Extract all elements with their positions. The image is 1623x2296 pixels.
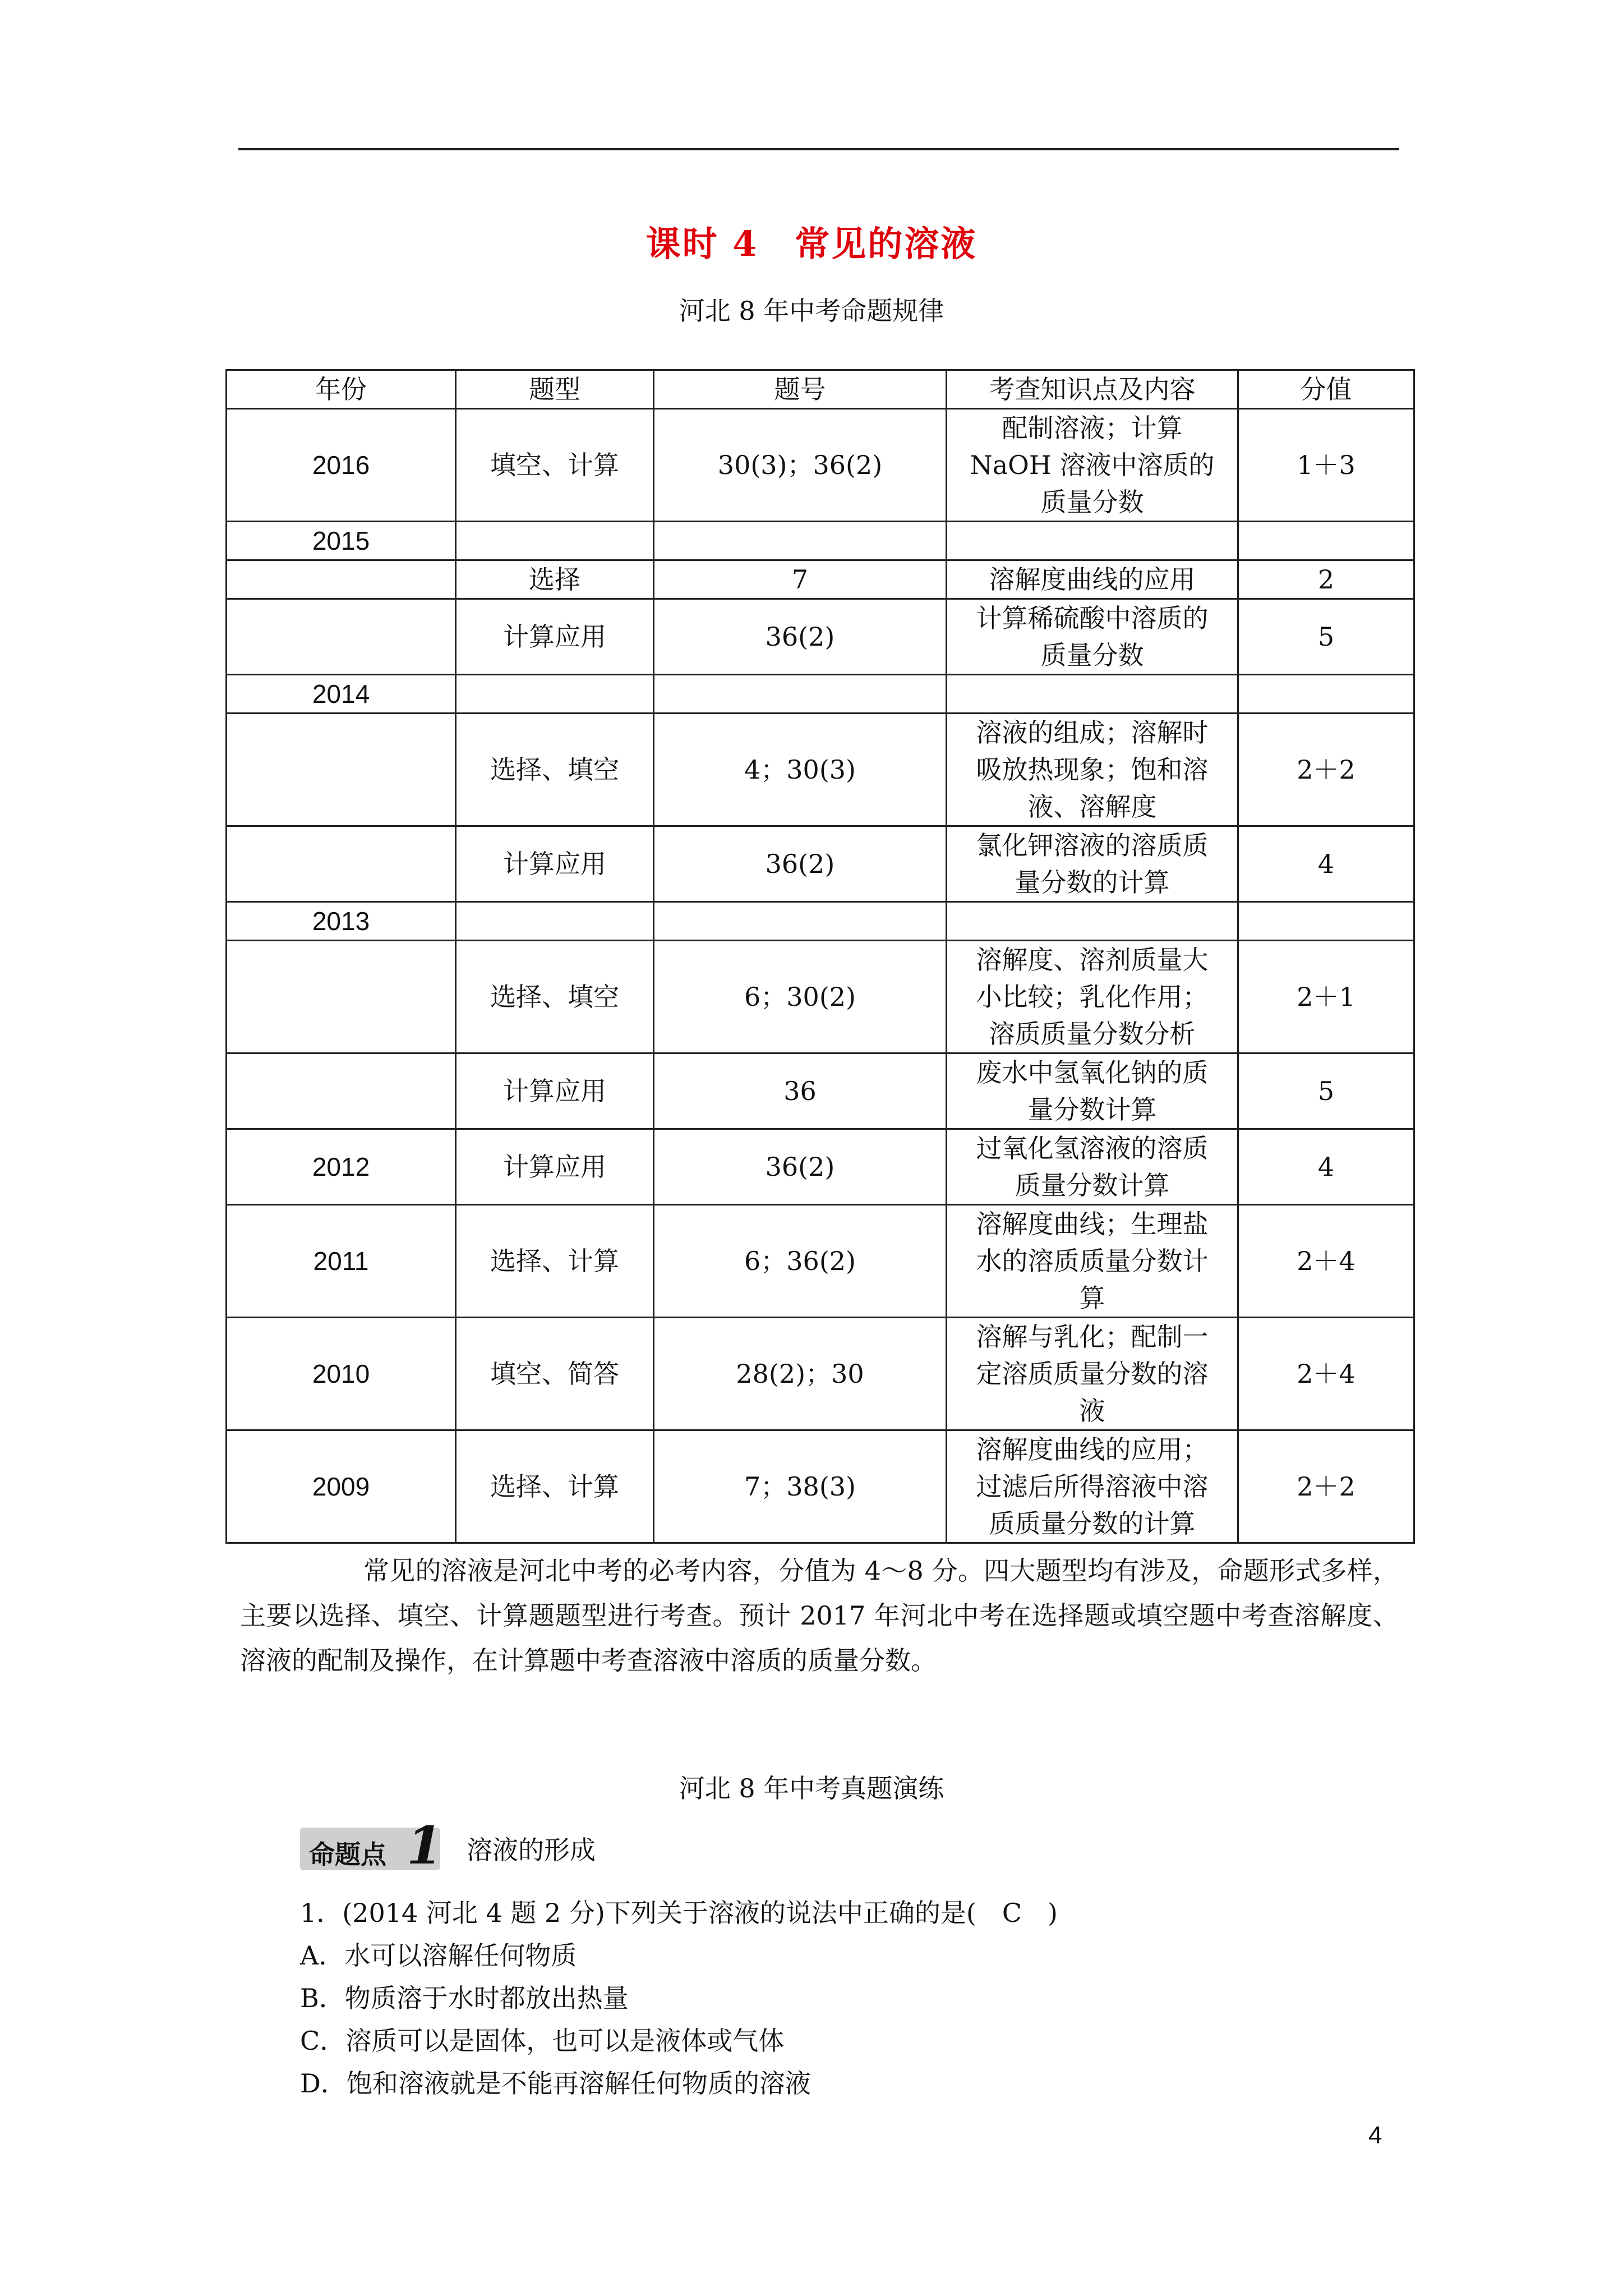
badge-label: 命题点: [309, 1839, 386, 1870]
cell-content: 溶解度曲线；生理盐 水的溶质质量分数计 算: [947, 1205, 1238, 1318]
cell-content: 溶液的组成；溶解时 吸放热现象；饱和溶 液、溶解度: [947, 714, 1238, 826]
cell-content: 废水中氢氧化钠的质 量分数计算: [947, 1053, 1238, 1129]
cell-number: [654, 675, 947, 714]
table-row: [227, 714, 1414, 826]
table-header-row: [227, 370, 1414, 409]
cell-content: 氯化钾溶液的溶质质 量分数的计算: [947, 826, 1238, 902]
header-rule: [238, 148, 1399, 150]
cell-type: 选择、计算: [456, 1205, 654, 1318]
cell-score: 2＋4: [1238, 1318, 1414, 1430]
cell-number: 30(3)；36(2): [654, 409, 947, 522]
cell-number: 28(2)；30: [654, 1318, 947, 1430]
cell-score: 2: [1238, 560, 1414, 599]
cell-year: [227, 560, 456, 599]
page-number: 4: [1368, 2122, 1382, 2149]
cell-number: 36: [654, 1053, 947, 1129]
cell-content: [947, 522, 1238, 560]
cell-number: 6；30(2): [654, 941, 947, 1053]
topic-title: 溶液的形成: [467, 1835, 596, 1865]
table-row: [227, 599, 1414, 675]
cell-year: [227, 941, 456, 1053]
cell-score: 2＋2: [1238, 714, 1414, 826]
cell-score: [1238, 522, 1414, 560]
cell-type: 计算应用: [456, 1129, 654, 1205]
cell-number: 36(2): [654, 599, 947, 675]
cell-type: 计算应用: [456, 1053, 654, 1129]
cell-number: 6；36(2): [654, 1205, 947, 1318]
cell-number: [654, 902, 947, 941]
cell-type: 选择: [456, 560, 654, 599]
cell-content: 配制溶液；计算 NaOH 溶液中溶质的 质量分数: [947, 409, 1238, 522]
cell-score: 4: [1238, 826, 1414, 902]
cell-year: [227, 826, 456, 902]
option-d: D．饱和溶液就是不能再溶解任何物质的溶液: [300, 2068, 811, 2099]
table-row: [227, 1053, 1414, 1129]
badge-number: 1: [407, 1815, 443, 1876]
cell-type: 计算应用: [456, 826, 654, 902]
cell-content: 溶解度、溶剂质量大 小比较；乳化作用； 溶质质量分数分析: [947, 941, 1238, 1053]
cell-content: [947, 902, 1238, 941]
cell-type: 填空、计算: [456, 409, 654, 522]
cell-score: 2＋4: [1238, 1205, 1414, 1318]
table-row: [227, 1430, 1414, 1543]
option-c: C．溶质可以是固体，也可以是液体或气体: [300, 2026, 785, 2056]
cell-content: 溶解度曲线的应用； 过滤后所得溶液中溶 质质量分数的计算: [947, 1430, 1238, 1543]
table-subtitle: 河北 8 年中考命题规律: [679, 296, 944, 326]
cell-type: 计算应用: [456, 599, 654, 675]
table-row: [227, 522, 1414, 560]
table-row: [227, 1318, 1414, 1430]
table-row: [227, 826, 1414, 902]
cell-content: 计算稀硫酸中溶质的 质量分数: [947, 599, 1238, 675]
table-row: [227, 941, 1414, 1053]
cell-type: [456, 522, 654, 560]
cell-number: 36(2): [654, 1129, 947, 1205]
cell-year: 2009: [227, 1430, 456, 1543]
header-type: 题型: [456, 370, 654, 409]
cell-year: 2010: [227, 1318, 456, 1430]
section-title: 河北 8 年中考真题演练: [679, 1773, 944, 1803]
cell-year: 2016: [227, 409, 456, 522]
cell-year: 2012: [227, 1129, 456, 1205]
cell-content: 过氧化氢溶液的溶质 质量分数计算: [947, 1129, 1238, 1205]
table-row: [227, 675, 1414, 714]
cell-type: [456, 675, 654, 714]
cell-score: 5: [1238, 599, 1414, 675]
topic-badge: [300, 1815, 443, 1876]
table-row: [227, 1129, 1414, 1205]
cell-type: [456, 902, 654, 941]
header-score: 分值: [1238, 370, 1414, 409]
cell-number: [654, 522, 947, 560]
table-row: [227, 1205, 1414, 1318]
exam-rules-table: [225, 369, 1415, 1544]
analysis-paragraph: 常见的溶液是河北中考的必考内容，分值为 4～8 分。四大题型均有涉及，命题形式多样，主要以选择、填空、计算题题型进行考查。预计 2017 年河北中考在选择题或填空题中考查溶解度、溶液的配制及操作，在计算题中考查溶液中溶质的质量分数。: [240, 1556, 1399, 1676]
cell-score: 5: [1238, 1053, 1414, 1129]
cell-year: 2013: [227, 902, 456, 941]
cell-score: 2＋2: [1238, 1430, 1414, 1543]
question-stem: 1．(2014 河北 4 题 2 分)下列关于溶液的说法中正确的是( C ): [300, 1898, 1058, 1928]
question-1: [300, 1892, 1058, 2105]
cell-year: [227, 1053, 456, 1129]
page-title: 课时 4 常见的溶液: [645, 223, 978, 264]
cell-number: 7；38(3): [654, 1430, 947, 1543]
cell-score: 1＋3: [1238, 409, 1414, 522]
cell-score: 4: [1238, 1129, 1414, 1205]
table-row: [227, 902, 1414, 941]
option-a: A．水可以溶解任何物质: [300, 1940, 577, 1971]
cell-year: 2011: [227, 1205, 456, 1318]
cell-year: 2015: [227, 522, 456, 560]
cell-score: [1238, 675, 1414, 714]
header-year: 年份: [227, 370, 456, 409]
cell-content: [947, 675, 1238, 714]
cell-content: 溶解与乳化；配制一 定溶质质量分数的溶 液: [947, 1318, 1238, 1430]
cell-score: 2＋1: [1238, 941, 1414, 1053]
cell-type: 填空、简答: [456, 1318, 654, 1430]
cell-score: [1238, 902, 1414, 941]
cell-number: 7: [654, 560, 947, 599]
table-row: [227, 560, 1414, 599]
cell-type: 选择、计算: [456, 1430, 654, 1543]
cell-number: 4；30(3): [654, 714, 947, 826]
cell-type: 选择、填空: [456, 714, 654, 826]
table-row: [227, 409, 1414, 522]
cell-year: 2014: [227, 675, 456, 714]
cell-year: [227, 714, 456, 826]
option-b: B．物质溶于水时都放出热量: [300, 1983, 629, 2013]
cell-type: 选择、填空: [456, 941, 654, 1053]
cell-content: 溶解度曲线的应用: [947, 560, 1238, 599]
header-number: 题号: [654, 370, 947, 409]
cell-number: 36(2): [654, 826, 947, 902]
header-content: 考查知识点及内容: [947, 370, 1238, 409]
cell-year: [227, 599, 456, 675]
